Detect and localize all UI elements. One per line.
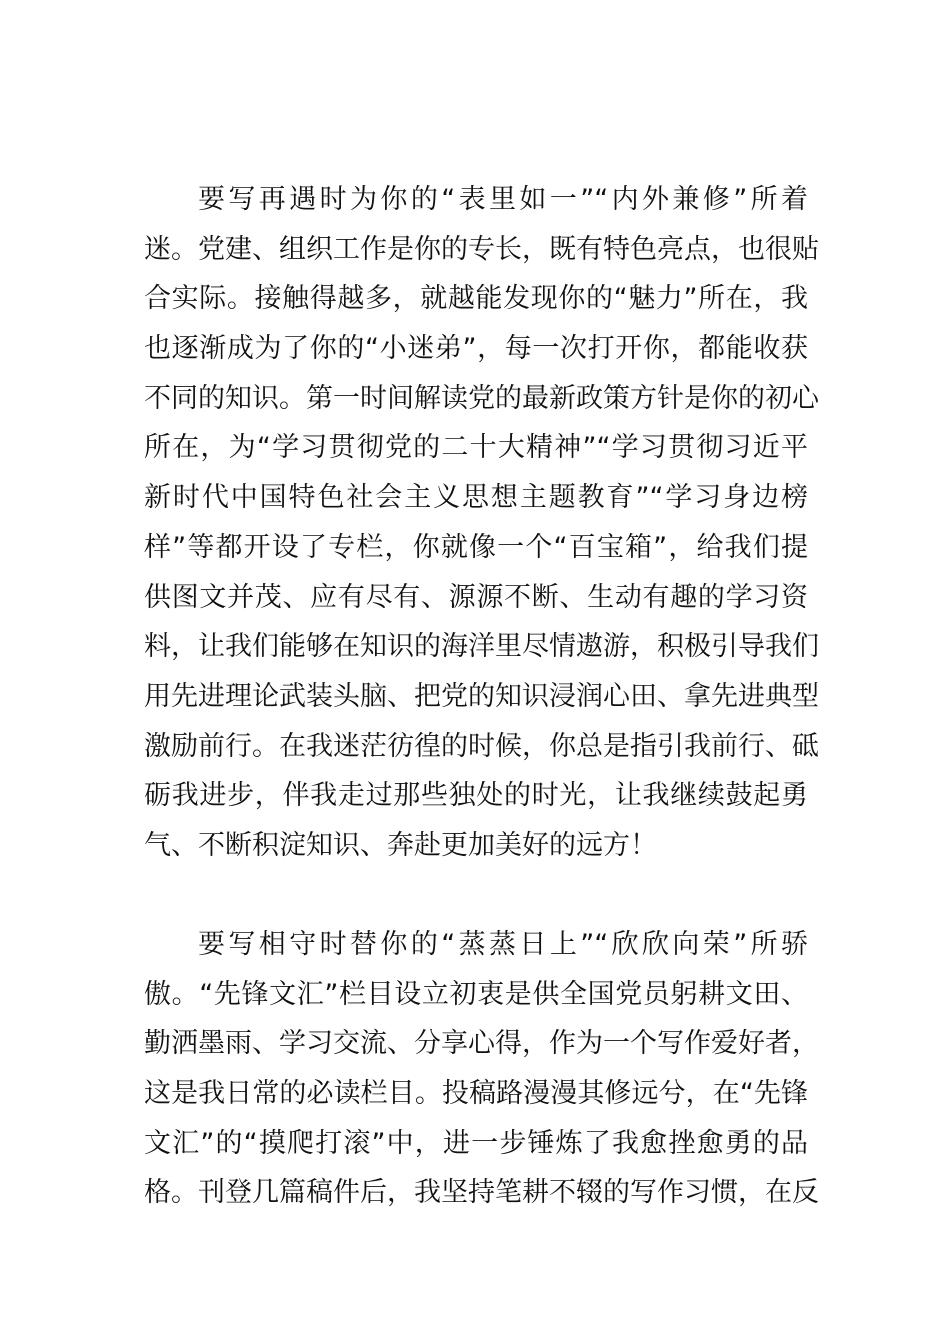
paragraph-line: 格。刊登几篇稿件后，我坚持笔耕不辍的写作习惯，在反 bbox=[144, 1177, 819, 1209]
paragraph-line: 气、不断积淀知识、奔赴更加美好的远方！ bbox=[144, 829, 657, 861]
paragraph-line: 傲。“先锋文汇”栏目设立初衷是供全国党员躬耕文田、 bbox=[144, 978, 808, 1010]
paragraph-line: 供图文并茂、应有尽有、源源不断、生动有趣的学习资 bbox=[144, 581, 808, 613]
paragraph-line: 砺我进步，伴我走过那些独处的时光，让我继续鼓起勇 bbox=[144, 780, 808, 812]
paragraph-line: 这是我日常的必读栏目。投稿路漫漫其修远兮，在“先锋 bbox=[144, 1078, 808, 1110]
paragraph-line: 激励前行。在我迷茫彷徨的时候，你总是指引我前行、砥 bbox=[144, 730, 819, 762]
paragraph-line: 文汇”的“摸爬打滚”中，进一步锤炼了我愈挫愈勇的品 bbox=[144, 1127, 808, 1159]
paragraph-line: 不同的知识。第一时间解读党的最新政策方针是你的初心 bbox=[144, 382, 819, 414]
paragraph-line: 合实际。接触得越多，就越能发现你的“魅力”所在，我 bbox=[144, 283, 808, 315]
paragraph-line: 样”等都开设了专栏，你就像一个“百宝箱”，给我们提 bbox=[144, 531, 808, 563]
paragraph-line: 所在，为“学习贯彻党的二十大精神”“学习贯彻习近平 bbox=[144, 432, 808, 464]
paragraph-line: 勤洒墨雨、学习交流、分享心得，作为一个写作爱好者， bbox=[144, 1028, 819, 1060]
paragraph-line: 迷。党建、组织工作是你的专长，既有特色亮点，也很贴 bbox=[144, 233, 819, 265]
paragraph-line: 用先进理论武装头脑、把党的知识浸润心田、拿先进典型 bbox=[144, 680, 819, 712]
paragraph-1 bbox=[144, 175, 819, 871]
paragraph-line: 也逐渐成为了你的“小迷弟”，每一次打开你，都能收获 bbox=[144, 333, 808, 365]
paragraph-line: 料，让我们能够在知识的海洋里尽情遨游，积极引导我们 bbox=[144, 631, 819, 663]
paragraph-2 bbox=[144, 920, 819, 1218]
paragraph-line: 新时代中国特色社会主义思想主题教育”“学习身边榜 bbox=[144, 482, 808, 514]
paragraph-line: 要写再遇时为你的“表里如一”“内外兼修”所着 bbox=[198, 184, 808, 215]
paragraph-line: 要写相守时替你的“蒸蒸日上”“欣欣向荣”所骄 bbox=[198, 929, 808, 960]
